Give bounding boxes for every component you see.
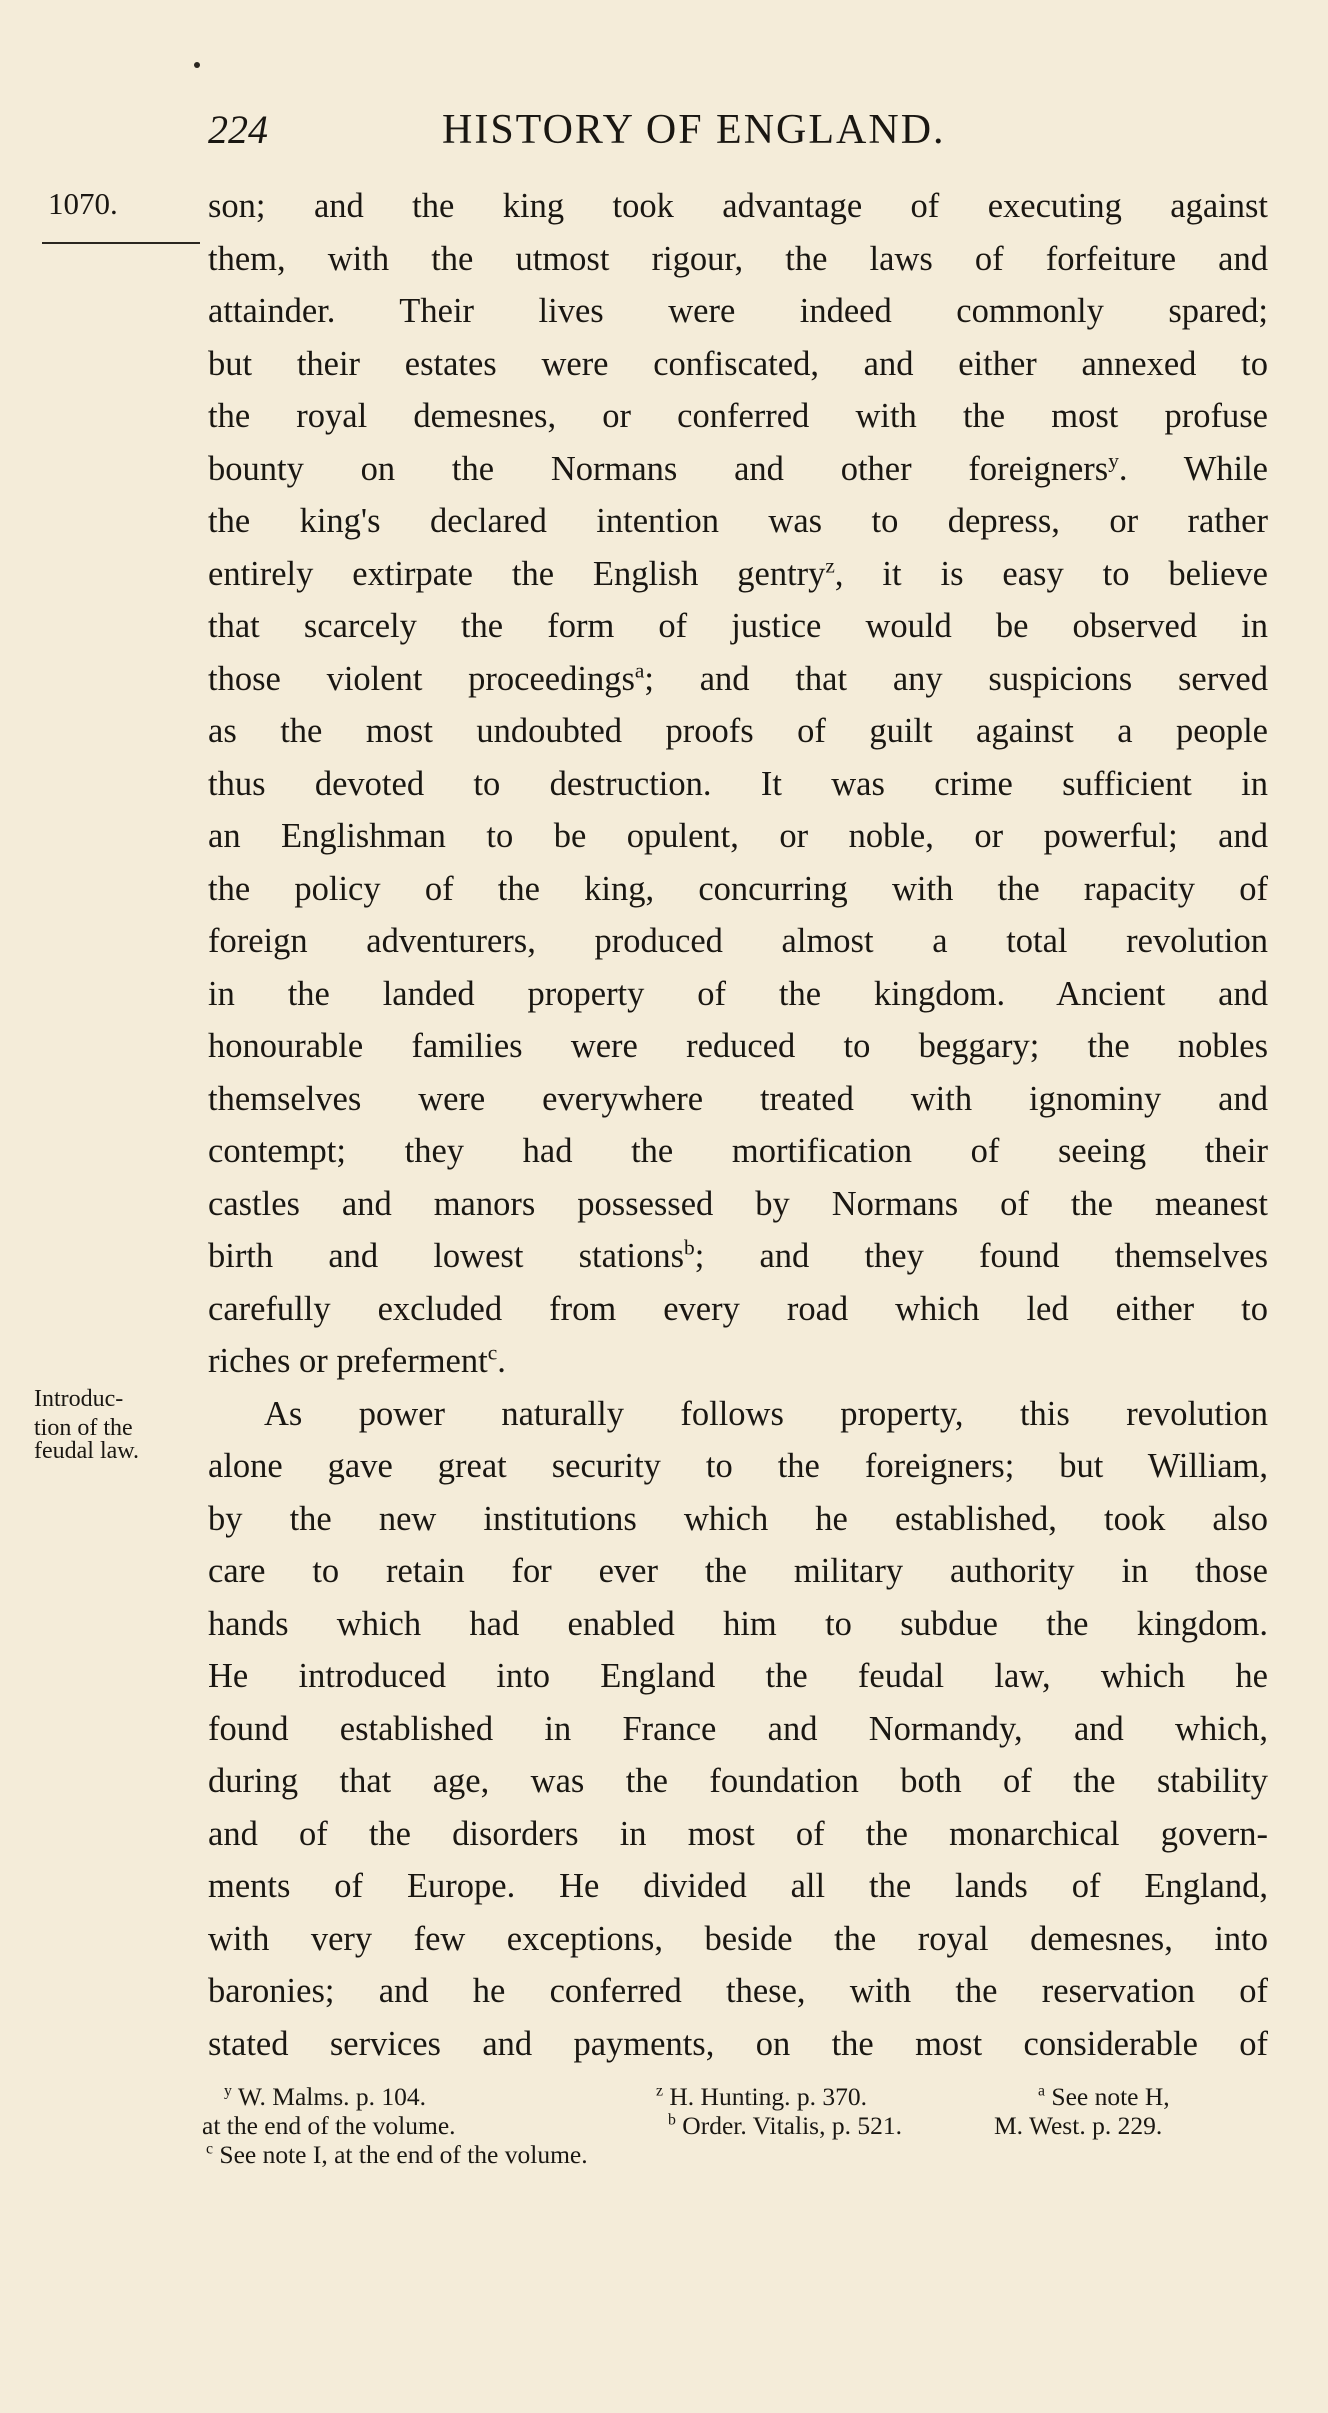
text-line: stated services and payments, on the most considerable of: [208, 2024, 1268, 2063]
text-line: hands which had enabled him to subdue the kingdom.: [208, 1604, 1268, 1643]
page-header: [208, 106, 1276, 166]
text-line: honourable families were reduced to beggary; the nobles: [208, 1027, 1268, 1065]
text-line: themselves were everywhere treated with ignominy and: [208, 1079, 1268, 1118]
text-line: foreign adventurers, produced almost a total revolution: [208, 922, 1268, 960]
text-line: the policy of the king, concurring with the rapacity of: [208, 869, 1268, 908]
running-title: HISTORY OF ENGLAND.: [442, 107, 946, 153]
footnote-y: $^y$ W. Malms. p. 104.: [224, 2082, 427, 2111]
footnote-m-west: M. West. p. 229.: [994, 2111, 1163, 2140]
text-line: them, with the utmost rigour, the laws of forfeiture and: [208, 239, 1268, 278]
text-segment: entirely extirpate the English gentry: [208, 554, 826, 593]
text-line: ments of Europe. He divided all the lands of England,: [208, 1867, 1268, 1905]
footnote-ref-b: b: [684, 1235, 695, 1260]
footnote-ref-z: z: [825, 553, 835, 577]
footnotes: [200, 2082, 1272, 2169]
text-line: [208, 653, 1268, 706]
text-line: attainder. Their lives were indeed commonly spared;: [208, 292, 1268, 330]
text-segment: . While: [1118, 449, 1268, 488]
main-text: [208, 180, 1268, 2070]
text-line: care to retain for ever the military authority in those: [208, 1552, 1268, 1590]
text-line: in the landed property of the kingdom. Ancient and: [208, 974, 1268, 1013]
sidenote-line: Introduc-: [34, 1386, 124, 1412]
margin-sidenote: [34, 1388, 194, 1463]
text-line: but their estates were confiscated, and either annexed to: [208, 344, 1268, 383]
text-line: [208, 1230, 1268, 1283]
text-line: [208, 443, 1268, 496]
text-line: castles and manors possessed by Normans of the meanest: [208, 1184, 1268, 1223]
footnote-ref-a: a: [634, 658, 645, 682]
text-segment: birth and lowest stations: [208, 1237, 685, 1275]
text-line: and of the disorders in most of the monarchical govern-: [208, 1814, 1268, 1853]
text-line: with very few exceptions, beside the royal demesnes, into: [208, 1919, 1268, 1958]
text-segment: ; and they found themselves: [694, 1237, 1268, 1275]
footnote-a-continued: at the end of the volume.: [202, 2111, 456, 2140]
text-line: son; and the king took advantage of executing against: [208, 187, 1268, 225]
text-segment: .: [497, 1342, 506, 1380]
text-line: during that age, was the foundation both of the stability: [208, 1762, 1268, 1800]
text-line: by the new institutions which he established, took also: [208, 1499, 1268, 1538]
text-segment: riches or preferment: [208, 1342, 488, 1380]
text-segment: those violent proceedings: [208, 659, 635, 698]
footnote-ref-y: y: [1108, 448, 1119, 472]
footnote-b: $^b$ Order. Vitalis, p. 521.: [668, 2111, 902, 2140]
text-line: alone gave great security to the foreigners; but William,: [208, 1447, 1268, 1485]
margin-date: 1070.: [48, 186, 118, 221]
text-line: carefully excluded from every road which led either to: [208, 1289, 1268, 1328]
footnote-line: [200, 2082, 1272, 2111]
footnote-line: [200, 2111, 1272, 2140]
print-speck-top: [194, 62, 200, 68]
footnote-line: [200, 2140, 1272, 2169]
text-line: the king's declared intention was to depress, or rather: [208, 502, 1268, 540]
text-line: found established in France and Normandy, and which,: [208, 1709, 1268, 1748]
text-segment: bounty on the Normans and other foreigners: [208, 449, 1109, 488]
sidenote-line: feudal law.: [34, 1438, 140, 1464]
footnote-z: $^z$ H. Hunting. p. 370.: [656, 2082, 868, 2111]
page-number: 224: [208, 107, 268, 152]
text-line: contempt; they had the mortification of seeing their: [208, 1132, 1268, 1170]
text-line: baronies; and he conferred these, with the reservation of: [208, 1972, 1268, 2010]
text-line: [208, 548, 1268, 601]
footnote-ref-c: c: [487, 1340, 498, 1365]
text-line: He introduced into England the feudal law, which he: [208, 1657, 1268, 1695]
text-line: [208, 1335, 1268, 1388]
margin-date-rule: [42, 242, 200, 244]
text-line: As power naturally follows property, this revolution: [264, 1394, 1268, 1433]
text-line: an Englishman to be opulent, or noble, or powerful; and: [208, 817, 1268, 855]
text-line: the royal demesnes, or conferred with the most profuse: [208, 397, 1268, 435]
footnote-a: $^a$ See note H,: [1038, 2082, 1170, 2111]
text-line: that scarcely the form of justice would be observed in: [208, 607, 1268, 645]
footnote-c: $^c$ See note I, at the end of the volume.: [206, 2140, 588, 2169]
text-segment: ; and that any suspicions served: [644, 659, 1268, 698]
sidenote-line: tion of the: [34, 1415, 133, 1441]
text-line: thus devoted to destruction. It was crime sufficient in: [208, 764, 1268, 803]
text-line: as the most undoubted proofs of guilt against a people: [208, 712, 1268, 750]
text-segment: , it is easy to believe: [834, 554, 1268, 593]
